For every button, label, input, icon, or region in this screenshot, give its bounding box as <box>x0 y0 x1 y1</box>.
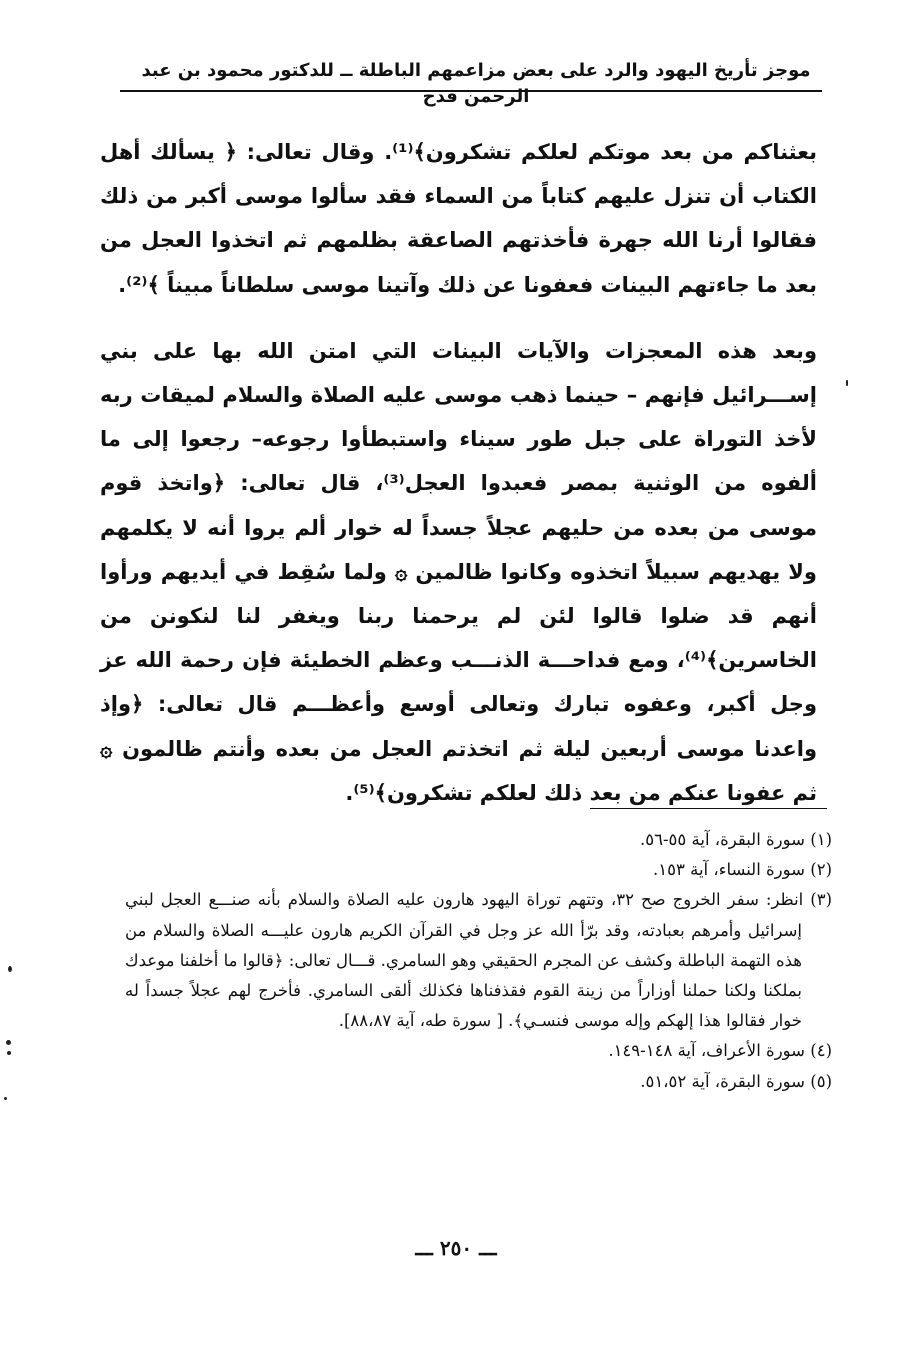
footnote-3: (٣) انظر: سفر الخروج صح ٣٢، وتتهم توراة اليهود هارون عليه الصلاة والسلام بأنه صنـــع العجل لبني إسرائيل وأمرهم بعبادته، وقد برّأ الله عز وجل في القرآن الكريم هارون عليـــه الصلاة والسلام من هذه التهمة الباطلة وكشف عن المجرم الحقيقي وهو السامري. قـــال تعالى: ﴿قالوا ما أخلفنا موعدك بملكنا ولكنا حملنا أوزاراً من زينة القوم فقذفناها فكذلك ألقى السامري. فأخرج لهم عجلاً جسداً له خوار فقالوا هذا إلهكم وإله موسى فنسـي﴾. [ سورة طه، آية ٨٨،٨٧]. <box>125 890 833 1031</box>
footnote-1: (١) سورة البقرة، آية ٥٥-٥٦. <box>639 830 832 849</box>
footnotes <box>125 825 832 1097</box>
footnote-2: (٢) سورة النساء، آية ١٥٣. <box>653 860 832 880</box>
footnote-5: (٥) سورة البقرة، آية ٥١،٥٢. <box>640 1071 832 1091</box>
header-rule <box>120 90 822 92</box>
main-text <box>100 130 817 815</box>
scan-speck <box>4 1097 7 1100</box>
paragraph-1: بعثناكم من بعد موتكم لعلكم تشكرون﴾⁽¹⁾. وقال تعالى: ﴿ يسألك أهل الكتاب أن تنزل عليهم كتاباً من السماء فقد سألوا موسى أكبر من ذلك فقالوا أرنا الله جهرة فأخذتهم الصاعقة بظلمهم ثم اتخذوا العجل من بعد ما جاءتهم البينات فعفونا عن ذلك وآتينا موسى سلطاناً مبيناً ﴾⁽²⁾. <box>100 140 817 297</box>
scan-speck <box>6 1040 11 1045</box>
scan-speck <box>846 380 848 386</box>
footnote-4: (٤) سورة الأعراف، آية ١٤٨-١٤٩. <box>608 1041 832 1061</box>
scan-speck <box>7 1051 11 1055</box>
running-header: موجز تأريخ اليهود والرد على بعض مزاعمهم الباطلة ــ للدكتور محمود بن عبد الرحمن قدح <box>141 60 811 107</box>
paragraph-2: وبعد هذه المعجزات والآيات البينات التي امتن الله بها على بني إســـرائيل فإنهم – حينما ذهب موسى عليه الصلاة والسلام لميقات ربه لأخذ التوراة على جبل طور سيناء واستبطأوا رجوعه– رجعوا إلى ما ألفوه من الوثنية بمصر فعبدوا العجل⁽³⁾، قال تعالى: ﴿واتخذ قوم موسى من بعده من حليهم عجلاً جسداً له خوار ألم يروا أنه لا يكلمهم ولا يهديهم سبيلاً اتخذوه وكانوا ظالمين ۞ ولما سُقِط في أيديهم ورأوا أنهم قد ضلوا قالوا لئن لم يرحمنا ربنا ويغفر لنا لنكونن من الخاسرين﴾⁽⁴⁾، ومع فداحـــة الذنـــب وعظم الخطيئة فإن رحمة الله عز وجل أكبر، وعفوه تبارك وتعالى أوسع وأعظـــم قال تعالى: ﴿وإذ واعدنا موسى أربعين ليلة ثم اتخذتم العجل من بعده وأنتم ظالمون ۞ ثم عفونا عنكم من بعد ذلك لعلكم تشكرون﴾⁽⁵⁾. <box>100 338 818 805</box>
footnote-separator <box>590 808 827 809</box>
page-number: ـــ ٢٥٠ ـــ <box>415 1236 497 1260</box>
scan-speck <box>8 966 12 972</box>
